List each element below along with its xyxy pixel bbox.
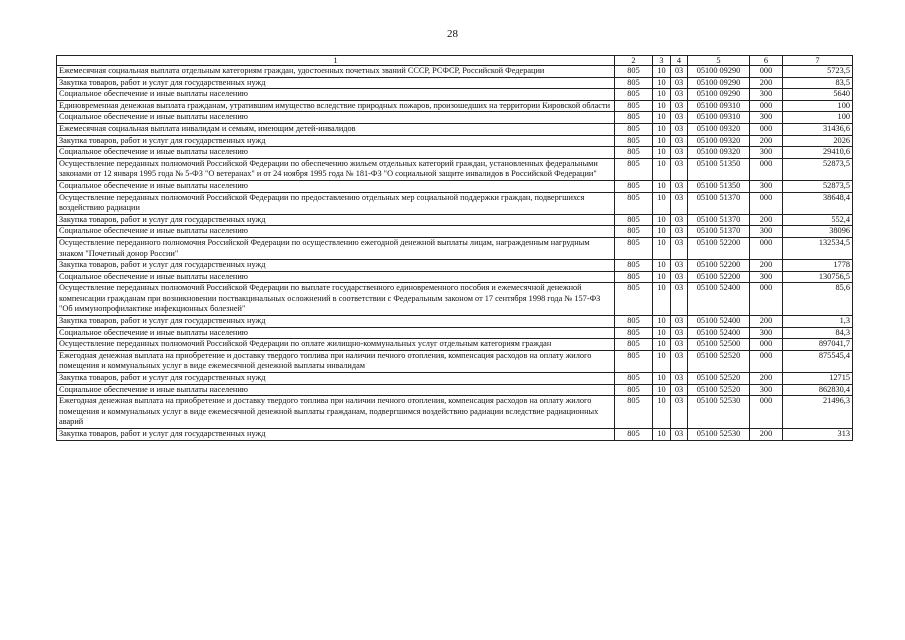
section-code: 10 (653, 384, 671, 396)
row-description: Ежегодная денежная выплата на приобретение и доставку твердого топлива при наличии печного отопления, компенсация расходов на оплату жилого помещения и коммунальных услуг в виде ежемесячной денежной выплаты инвалидам (57, 350, 615, 372)
grbs-code: 805 (615, 429, 653, 441)
page-number: 28 (447, 28, 458, 40)
grbs-code: 805 (615, 373, 653, 385)
table-row (57, 237, 853, 259)
subsection-code: 03 (671, 327, 688, 339)
section-code: 10 (653, 237, 671, 259)
grbs-code: 805 (615, 226, 653, 238)
section-code: 10 (653, 123, 671, 135)
budget-table (56, 55, 853, 441)
section-code: 10 (653, 89, 671, 101)
grbs-code: 805 (615, 214, 653, 226)
row-description: Социальное обеспечение и иные выплаты населению (57, 112, 615, 124)
amount: 1,3 (783, 316, 853, 328)
expense-type-code: 000 (750, 123, 783, 135)
row-description: Единовременная денежная выплата гражданам, утратившим имущество вследствие природных пожаров, произошедших на территории Кировской области (57, 100, 615, 112)
grbs-code: 805 (615, 350, 653, 372)
target-article-code: 05100 09290 (688, 89, 750, 101)
section-code: 10 (653, 373, 671, 385)
expense-type-code: 300 (750, 89, 783, 101)
row-description: Осуществление переданных полномочий Российской Федерации по обеспечению жильем отдельных категорий граждан, установленных федеральными законами от 12 января 1995 года № 5-ФЗ "О ветеранах" и от 24 ноября 1995 года № 181-ФЗ "О социальной защите инвалидов в Российской Федерации" (57, 158, 615, 180)
subsection-code: 03 (671, 350, 688, 372)
amount: 84,3 (783, 327, 853, 339)
table-row (57, 429, 853, 441)
table-row (57, 180, 853, 192)
amount: 897041,7 (783, 339, 853, 351)
section-code: 10 (653, 283, 671, 316)
table-row (57, 396, 853, 429)
target-article-code: 05100 51370 (688, 226, 750, 238)
row-description: Закупка товаров, работ и услуг для государственных нужд (57, 316, 615, 328)
expense-type-code: 000 (750, 237, 783, 259)
table-body (57, 66, 853, 441)
section-code: 10 (653, 260, 671, 272)
amount: 38096 (783, 226, 853, 238)
expense-type-code: 200 (750, 373, 783, 385)
expense-type-code: 300 (750, 327, 783, 339)
section-code: 10 (653, 339, 671, 351)
row-description: Социальное обеспечение и иные выплаты населению (57, 384, 615, 396)
amount: 12715 (783, 373, 853, 385)
row-description: Осуществление переданных полномочий Российской Федерации по оплате жилищно-коммунальных услуг отдельным категориям граждан (57, 339, 615, 351)
expense-type-code: 300 (750, 226, 783, 238)
target-article-code: 05100 52400 (688, 316, 750, 328)
subsection-code: 03 (671, 89, 688, 101)
expense-type-code: 200 (750, 135, 783, 147)
table-row (57, 350, 853, 372)
table-row (57, 214, 853, 226)
grbs-code: 805 (615, 192, 653, 214)
grbs-code: 805 (615, 260, 653, 272)
target-article-code: 05100 52530 (688, 396, 750, 429)
table-row (57, 158, 853, 180)
grbs-code: 805 (615, 77, 653, 89)
row-description: Осуществление переданных полномочий Российской Федерации по предоставлению отдельных мер социальной поддержки граждан, подвергшихся воздействию радиации (57, 192, 615, 214)
grbs-code: 805 (615, 271, 653, 283)
expense-type-code: 200 (750, 316, 783, 328)
grbs-code: 805 (615, 112, 653, 124)
subsection-code: 03 (671, 396, 688, 429)
subsection-code: 03 (671, 283, 688, 316)
subsection-code: 03 (671, 192, 688, 214)
grbs-code: 805 (615, 327, 653, 339)
column-header: 7 (783, 56, 853, 66)
row-description: Ежемесячная социальная выплата отдельным категориям граждан, удостоенных почетных званий СССР, РСФСР, Российской Федерации (57, 66, 615, 78)
table-row (57, 271, 853, 283)
column-header: 4 (671, 56, 688, 66)
grbs-code: 805 (615, 237, 653, 259)
target-article-code: 05100 09310 (688, 112, 750, 124)
amount: 21496,3 (783, 396, 853, 429)
subsection-code: 03 (671, 271, 688, 283)
amount: 52873,5 (783, 180, 853, 192)
table-row (57, 260, 853, 272)
table-row (57, 100, 853, 112)
target-article-code: 05100 09290 (688, 66, 750, 78)
column-header: 2 (615, 56, 653, 66)
row-description: Социальное обеспечение и иные выплаты населению (57, 327, 615, 339)
amount: 29410,6 (783, 147, 853, 159)
table-row (57, 192, 853, 214)
expense-type-code: 000 (750, 396, 783, 429)
target-article-code: 05100 52520 (688, 384, 750, 396)
table-row (57, 147, 853, 159)
grbs-code: 805 (615, 158, 653, 180)
target-article-code: 05100 09310 (688, 100, 750, 112)
subsection-code: 03 (671, 77, 688, 89)
subsection-code: 03 (671, 180, 688, 192)
subsection-code: 03 (671, 214, 688, 226)
section-code: 10 (653, 180, 671, 192)
table-row (57, 89, 853, 101)
grbs-code: 805 (615, 100, 653, 112)
row-description: Социальное обеспечение и иные выплаты населению (57, 89, 615, 101)
expense-type-code: 000 (750, 350, 783, 372)
subsection-code: 03 (671, 66, 688, 78)
section-code: 10 (653, 350, 671, 372)
table-row (57, 316, 853, 328)
expense-type-code: 200 (750, 429, 783, 441)
grbs-code: 805 (615, 135, 653, 147)
subsection-code: 03 (671, 147, 688, 159)
amount: 862830,4 (783, 384, 853, 396)
section-code: 10 (653, 226, 671, 238)
column-number-row (57, 56, 853, 66)
target-article-code: 05100 51350 (688, 180, 750, 192)
subsection-code: 03 (671, 226, 688, 238)
target-article-code: 05100 09320 (688, 135, 750, 147)
row-description: Осуществление переданных полномочий Российской Федерации по выплате государственного единовременного пособия и ежемесячной денежной компенсации гражданам при возникновении поствакцинальных осложнений в соответствии с Федеральным законом от 17 сентября 1998 года № 157-ФЗ "Об иммунопрофилактике инфекционных болезней" (57, 283, 615, 316)
subsection-code: 03 (671, 384, 688, 396)
expense-type-code: 300 (750, 147, 783, 159)
expense-type-code: 300 (750, 384, 783, 396)
table-row (57, 66, 853, 78)
target-article-code: 05100 52530 (688, 429, 750, 441)
target-article-code: 05100 51370 (688, 192, 750, 214)
row-description: Социальное обеспечение и иные выплаты населению (57, 180, 615, 192)
section-code: 10 (653, 66, 671, 78)
table-row (57, 373, 853, 385)
expense-type-code: 300 (750, 112, 783, 124)
grbs-code: 805 (615, 123, 653, 135)
grbs-code: 805 (615, 384, 653, 396)
grbs-code: 805 (615, 316, 653, 328)
row-description: Осуществление переданного полномочия Российской Федерации по осуществлению ежегодной денежной выплаты лицам, награжденным нагрудным знаком "Почетный донор России" (57, 237, 615, 259)
table-row (57, 327, 853, 339)
amount: 100 (783, 112, 853, 124)
grbs-code: 805 (615, 396, 653, 429)
subsection-code: 03 (671, 112, 688, 124)
subsection-code: 03 (671, 316, 688, 328)
amount: 31436,6 (783, 123, 853, 135)
amount: 875545,4 (783, 350, 853, 372)
section-code: 10 (653, 112, 671, 124)
section-code: 10 (653, 429, 671, 441)
target-article-code: 05100 09290 (688, 77, 750, 89)
section-code: 10 (653, 135, 671, 147)
grbs-code: 805 (615, 283, 653, 316)
row-description: Закупка товаров, работ и услуг для государственных нужд (57, 214, 615, 226)
target-article-code: 05100 52520 (688, 373, 750, 385)
table-row (57, 135, 853, 147)
target-article-code: 05100 52200 (688, 271, 750, 283)
row-description: Ежегодная денежная выплата на приобретение и доставку твердого топлива при наличии печного отопления, компенсация расходов на оплату жилого помещения и коммунальных услуг в виде ежемесячной денежной выплаты гражданам, подвергшимся воздействию радиации вследствие радиационных аварий (57, 396, 615, 429)
expense-type-code: 200 (750, 77, 783, 89)
table-row (57, 339, 853, 351)
section-code: 10 (653, 158, 671, 180)
amount: 313 (783, 429, 853, 441)
grbs-code: 805 (615, 147, 653, 159)
subsection-code: 03 (671, 339, 688, 351)
target-article-code: 05100 52200 (688, 237, 750, 259)
expense-type-code: 000 (750, 100, 783, 112)
grbs-code: 805 (615, 89, 653, 101)
amount: 5723,5 (783, 66, 853, 78)
row-description: Закупка товаров, работ и услуг для государственных нужд (57, 260, 615, 272)
target-article-code: 05100 51350 (688, 158, 750, 180)
subsection-code: 03 (671, 237, 688, 259)
amount: 132534,5 (783, 237, 853, 259)
grbs-code: 805 (615, 66, 653, 78)
section-code: 10 (653, 271, 671, 283)
amount: 85,6 (783, 283, 853, 316)
target-article-code: 05100 09320 (688, 147, 750, 159)
expense-type-code: 000 (750, 339, 783, 351)
row-description: Социальное обеспечение и иные выплаты населению (57, 147, 615, 159)
amount: 2026 (783, 135, 853, 147)
row-description: Социальное обеспечение и иные выплаты населению (57, 271, 615, 283)
expense-type-code: 200 (750, 260, 783, 272)
row-description: Закупка товаров, работ и услуг для государственных нужд (57, 135, 615, 147)
column-header: 6 (750, 56, 783, 66)
table-row (57, 77, 853, 89)
table-row (57, 226, 853, 238)
section-code: 10 (653, 147, 671, 159)
row-description: Закупка товаров, работ и услуг для государственных нужд (57, 429, 615, 441)
target-article-code: 05100 52400 (688, 327, 750, 339)
subsection-code: 03 (671, 429, 688, 441)
target-article-code: 05100 52200 (688, 260, 750, 272)
grbs-code: 805 (615, 339, 653, 351)
expense-type-code: 000 (750, 192, 783, 214)
column-header: 1 (57, 56, 615, 66)
row-description: Закупка товаров, работ и услуг для государственных нужд (57, 77, 615, 89)
table-row (57, 384, 853, 396)
amount: 83,5 (783, 77, 853, 89)
section-code: 10 (653, 316, 671, 328)
subsection-code: 03 (671, 373, 688, 385)
expense-type-code: 300 (750, 180, 783, 192)
expense-type-code: 200 (750, 214, 783, 226)
section-code: 10 (653, 214, 671, 226)
target-article-code: 05100 52500 (688, 339, 750, 351)
row-description: Социальное обеспечение и иные выплаты населению (57, 226, 615, 238)
amount: 38648,4 (783, 192, 853, 214)
subsection-code: 03 (671, 135, 688, 147)
expense-type-code: 300 (750, 271, 783, 283)
amount: 552,4 (783, 214, 853, 226)
row-description: Ежемесячная социальная выплата инвалидам и семьям, имеющим детей-инвалидов (57, 123, 615, 135)
section-code: 10 (653, 192, 671, 214)
row-description: Закупка товаров, работ и услуг для государственных нужд (57, 373, 615, 385)
target-article-code: 05100 09320 (688, 123, 750, 135)
table-row (57, 112, 853, 124)
amount: 5640 (783, 89, 853, 101)
expense-type-code: 000 (750, 66, 783, 78)
target-article-code: 05100 52520 (688, 350, 750, 372)
subsection-code: 03 (671, 123, 688, 135)
subsection-code: 03 (671, 100, 688, 112)
section-code: 10 (653, 327, 671, 339)
table-row (57, 283, 853, 316)
table-row (57, 123, 853, 135)
column-header: 3 (653, 56, 671, 66)
column-header: 5 (688, 56, 750, 66)
target-article-code: 05100 51370 (688, 214, 750, 226)
amount: 1778 (783, 260, 853, 272)
grbs-code: 805 (615, 180, 653, 192)
expense-type-code: 000 (750, 158, 783, 180)
amount: 100 (783, 100, 853, 112)
expense-type-code: 000 (750, 283, 783, 316)
section-code: 10 (653, 100, 671, 112)
target-article-code: 05100 52400 (688, 283, 750, 316)
section-code: 10 (653, 77, 671, 89)
amount: 130756,5 (783, 271, 853, 283)
subsection-code: 03 (671, 158, 688, 180)
subsection-code: 03 (671, 260, 688, 272)
amount: 52873,5 (783, 158, 853, 180)
section-code: 10 (653, 396, 671, 429)
